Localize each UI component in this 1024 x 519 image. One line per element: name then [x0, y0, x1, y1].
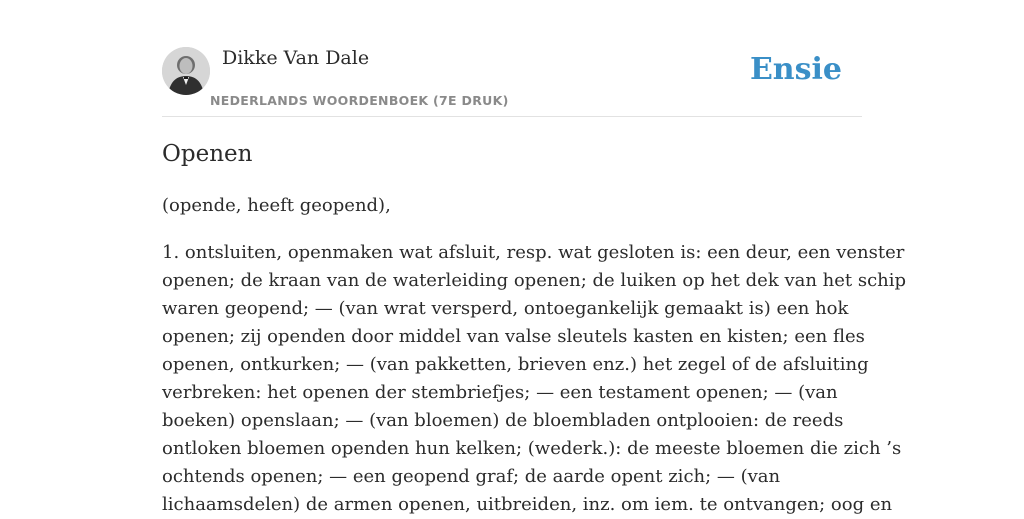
- portrait-photo-icon: [162, 47, 210, 95]
- definition-line: waren geopend; — (van wrat versperd, ontoegankelijk gemaakt is) een hok: [162, 298, 849, 319]
- source-label[interactable]: NEDERLANDS WOORDENBOEK (7E DRUK): [210, 93, 509, 108]
- definition-line: ochtends openen; — een geopend graf; de aarde opent zich; — (van: [162, 466, 781, 487]
- definition-line: boeken) openslaan; — (van bloemen) de bloembladen ontplooien: de reeds: [162, 410, 844, 431]
- entry-header: [162, 0, 862, 117]
- entry-definition: [162, 239, 907, 519]
- definition-line: openen; zij openden door middel van valse sleutels kasten en kisten; een fles: [162, 326, 865, 347]
- entry-forms: (opende, heeft geopend),: [162, 195, 391, 216]
- author-avatar[interactable]: [162, 47, 210, 95]
- definition-line: lichaamsdelen) de armen openen, uitbreiden, inz. om iem. te ontvangen; oog en: [162, 494, 893, 515]
- definition-line: 1. ontsluiten, openmaken wat afsluit, resp. wat gesloten is: een deur, een venster: [162, 242, 905, 263]
- author-name[interactable]: Dikke Van Dale: [222, 47, 370, 69]
- definition-line: ontloken bloemen openden hun kelken; (wederk.): de meeste bloemen die zich ’s: [162, 438, 902, 459]
- entry-title: Openen: [162, 141, 253, 167]
- definition-line: verbreken: het openen der stembriefjes; — een testament openen; — (van: [162, 382, 838, 403]
- ensie-logo[interactable]: Ensie: [749, 52, 842, 87]
- definition-line: openen, ontkurken; — (van pakketten, brieven enz.) het zegel of de afsluiting: [162, 354, 869, 375]
- page-container: [162, 0, 907, 515]
- definition-line: openen; de kraan van de waterleiding openen; de luiken op het dek van het schip: [162, 270, 907, 291]
